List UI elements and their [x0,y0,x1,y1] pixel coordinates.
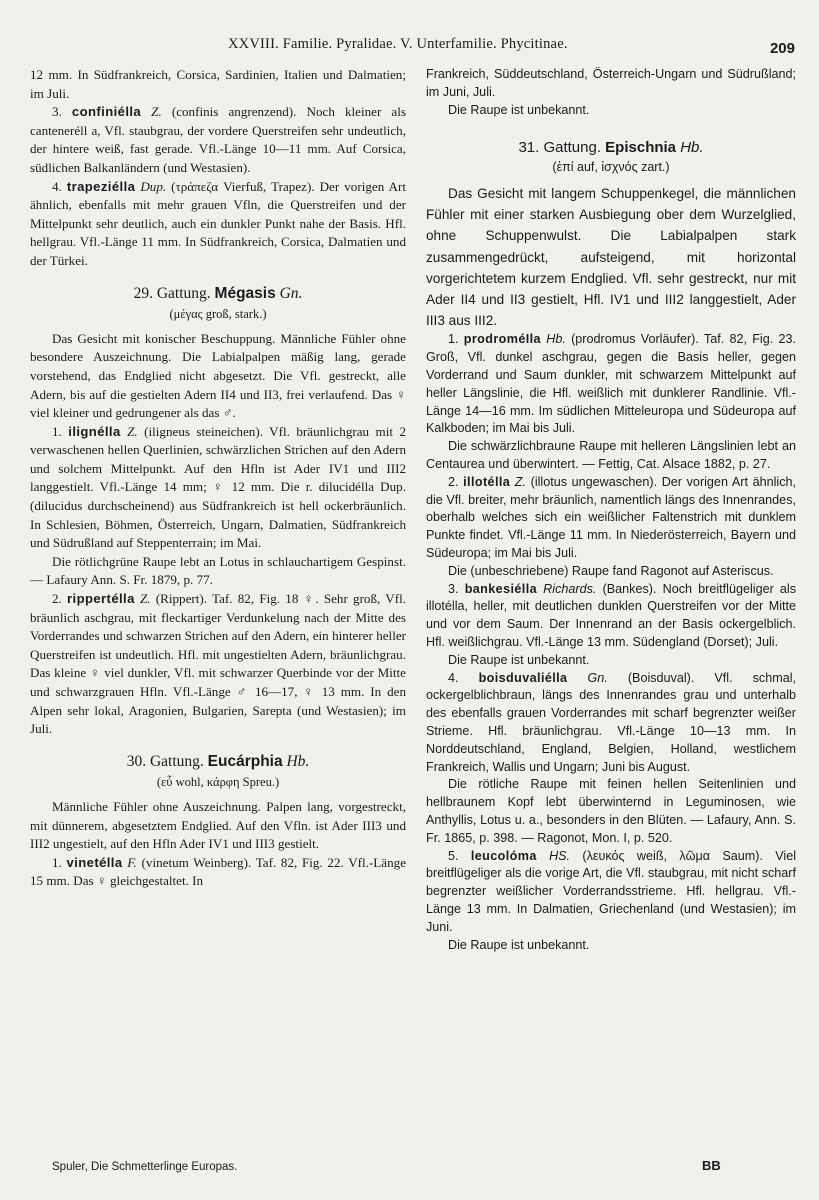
species-entry [426,581,796,652]
running-head [0,36,819,64]
species-name: prodroméIla [463,332,541,347]
species-author: Dup. [140,178,167,194]
genus-etymology: (ἐπί auf, ἰσχνός zart.) [552,160,670,175]
species-text: (Rippert). Taf. 82, Fig. 18 ♀. Sehr groß, Vfl. bräunlich aschgrau, mit fleckartiger Verdunkelung nach der Mitte des Vorderrandes und schwarzen Strichen auf den Adern, ein hinterer heller Querstreifen ist undeutlich. Hfl. mit ungestielten Adern, bräunlichgrau. Das kleine ♀ viel dunkler, Vfl. mit schwarzer Querbinde vor der Mitte und schwarzgrauen Hfln. Vfl.-Länge ♂ 16—17, ♀ 13 mm. In den Alpen sehr lokal, Aragonien, Bulgarien, Sarepta (und Westasien); im Juli. [30,591,407,737]
species-author: Gn. [587,670,608,685]
species-name: leucolóma [470,848,537,863]
species-entry [426,474,796,563]
species-number: 3. [52,104,62,120]
species-author: Richards. [543,581,597,596]
species-number: 1. [52,854,62,870]
species-name: boisduvaliélla [478,670,568,685]
genus-etymology: (μέγας groß, stark.) [169,307,267,322]
genus-description: Das Gesicht mit konischer Beschuppung. Männliche Fühler ohne besondere Auszeichnung. Die Labialpalpen mäßig lang, gerade vorstehend, das Endglied nicht abgesetzt. Die Vfl. gestreckt, alle Adern, bis auf die gestielten Adern II4 und II3, frei verlaufend. Das ♀ viel kleiner und gedrungener als das ♂. [30,330,406,421]
larva-note: Die rötlichgrüne Raupe lebt an Lotus in schlauchartigem Gespinst. — Lafaury Ann. S. Fr. 1879, p. 77. [30,553,406,588]
species-author: Z. [127,423,138,439]
species-number: 2. [52,591,62,607]
species-entry [426,670,796,777]
genus-description: Das Gesicht mit langem Schuppenkegel, die männlichen Fühler mit einer starken Ausbiegung ober dem Wurzelglied, ohne Schuppenwulst. Die Labialpalpen stark zusammengedrückt, aufsteigend, mit horizontal vorgerichtetem kurzem Endglied. Vfl. sehr gestreckt, nur mit Ader II4 und II3 gestielt, Hfl. IV1 und III2 langgestielt, Ader III3 aus III2. [426,185,796,329]
larva-note: Die Raupe ist unbekannt. [448,102,590,117]
genus-heading [30,753,406,772]
species-entry [426,848,796,937]
genus-label: 29. Gattung. [133,284,211,302]
left-column [30,66,406,891]
genus-author: Gn. [279,284,303,302]
species-text: (λευκός weiß, λῶμα Saum). Viel breitflügeliger als die vorige Art, die Vfl. staubgrau, mit nicht scharf begrenzter weißlicher Vorderrandsstrieme. Hfl. hellgrau. Vfl.-Länge 13 mm. In Dalmatien, Griechenland (und Westasien); im Juni. [426,848,797,934]
species-entry [30,854,406,891]
species-name: confiniélla [71,104,142,120]
species-text: (Bankes). Noch breitflügeliger als illotélla, heller, mit deutlichen dunklen Querstreifen vor der Mitte und vor dem Saum. Der Innenrand an der Basis ockergelblich. Hfl. weißlichgrau. Vfl.-Länge 13 mm. Südengland (Dorset); Juli. [426,581,797,649]
species-text: (vinetum Weinberg). Taf. 82, Fig. 22. Vfl.-Länge 15 mm. Das ♀ gleichgestaltet. In [30,854,407,889]
continuation-paragraph: Frankreich, Süddeutschland, Österreich-Ungarn und Südrußland; im Juni, Juli. [426,67,796,99]
genus-description: Männliche Fühler ohne Auszeichnung. Palpen lang, vorgestreckt, mit dünnerem, abgesetztem Endglied. Auf den Vfln. ist Ader III3 und III2 ungestielt, auf den Hfln Ader IV1 und III3 gestielt. [30,798,406,852]
species-author: Hb. [546,332,566,347]
signature-mark: BB [702,1158,721,1173]
species-number: 1. [448,332,459,347]
species-name: illotélla [463,474,511,489]
species-name: vinetélla [66,854,123,870]
species-entry [30,103,406,177]
genus-label: 30. Gattung. [126,752,204,770]
genus-name: Epischnia [605,139,677,157]
continuation-paragraph: 12 mm. In Südfrankreich, Corsica, Sardinien, Italien und Dalmatien; im Juli. [30,67,406,101]
species-name: trapeziélla [66,178,136,194]
genus-label: 31. Gattung. [518,139,601,157]
species-entry [30,178,406,271]
genus-author: Hb. [286,752,310,770]
species-text: (Boisduval). Vfl. schmal, ockergelblichbraun, längs des Innenrandes grau und unterhalb des ebenfalls grauen Vorderrandes mit scharf begrenzter weißer Strieme. Hfl. bräunlichgrau. Vfl.-Länge 10—13 mm. In Norddeutschland, England, Belgien, Holland, westlichem Frankreich, Wallis und Ungarn; Juni bis August. [426,670,797,774]
species-text: (τράπεζα Vierfuß, Trapez). Der vorigen Art ähnlich, ebenfalls mit mehr grauen Vfln, die Querstreifen und der Mittelpunkt sehr deutlich, auch ein dunkler Punkt nahe der Basis. Hfl. hellgrau. Vfl.-Länge 11 mm. In Südfrankreich, Corsica, Dalmatien und der Türkei. [30,178,406,268]
species-author: Z. [139,591,151,607]
genus-name: Eucárphia [207,752,283,770]
species-author: F. [127,854,137,870]
species-name: rippertélla [67,591,135,607]
species-text: (illotus ungewaschen). Der vorigen Art ähnlich, die Vfl. breiter, mehr bräunlich, namentlich längs des Innenrandes, oberhalb welches sich ein weißlicher Faltenstrich mit dunklem Punkte findet. Vfl.-Länge 11 mm. In Niederösterreich, Bayern und Südeuropa; im Mai bis Juli. [426,474,797,560]
species-text: (iligneus steineichen). Vfl. bräunlichgrau mit 2 verwaschenen hellen Querlinien, schwärzlichen Strichen auf den Adern und solchem Mittelpunkt. Auf den Hfln ist Ader IV1 und III2 langgestielt. Vfl.-Länge 14 mm; ♀ 12 mm. Die r. dilucidélla Dup. (dilucidus durchscheinend) aus Südfrankreich ist hell ockerbräunlich. In Schlesien, Böhmen, Österreich, Ungarn, Dalmatien, Südfrankreich und Südrußland auf Steppenterrain; im Mai. [30,423,407,551]
species-number: 4. [52,178,62,194]
larva-note: Die (unbeschriebene) Raupe fand Ragonot auf Asteriscus. [448,563,774,578]
species-number: 1. [52,423,62,439]
species-text: (prodromus Vorläufer). Taf. 82, Fig. 23. Groß, Vfl. dunkel aschgrau, gegen die Basis heller, gegen Vorderrand und Saum dunkler, mit schwarzem Mittelpunkt auf heller Längslinie, die Hfl. weißlich mit dunklerer Randlinie. Vfl.-Länge 14—16 mm. Im südlichen Mitteleuropa und Südeuropa auf Kalkboden; im Mai bis Juli. [426,332,796,436]
larva-note: Die rötliche Raupe mit feinen hellen Seitenlinien und hellbraunem Kopf lebt überwinternd in Leguminosen, wie Anthyllis, Lotus u. a., besonders in den Blüten. — Lafaury, Ann. S. Fr. 1865, p. 398. — Ragonot, Mon. I, p. 520. [426,777,796,845]
species-entry [30,590,406,739]
species-entry [30,423,406,553]
species-number: 3. [448,581,459,596]
larva-note: Die Raupe ist unbekannt. [448,937,590,952]
genus-heading [426,139,796,157]
genus-etymology: (εὖ wohl, κάρφη Spreu.) [156,775,280,790]
species-entry [426,331,796,438]
species-number: 4. [448,670,459,685]
running-title: XXVIII. Familie. Pyralidae. V. Unterfamilie. Phycitinae. [228,36,568,52]
book-footer: Spuler, Die Schmetterlinge Europas. [52,1161,238,1173]
species-author: Z. [151,104,162,120]
page-number: 209 [769,40,795,57]
genus-heading [30,285,406,304]
species-author: HS. [549,848,571,863]
genus-author: Hb. [680,139,704,157]
larva-note: Die Raupe ist unbekannt. [448,652,590,667]
species-name: bankesiélla [464,581,537,596]
genus-name: Mégasis [214,284,276,302]
species-author: Z. [514,474,526,489]
larva-note: Die schwärzlichbraune Raupe mit helleren Längslinien lebt an Centaurea und überwintert. — Fettig, Cat. Alsace 1882, p. 27. [426,439,796,471]
species-number: 2. [448,474,459,489]
species-number: 5. [448,848,459,863]
species-text: (confinis angrenzend). Noch kleiner als canteneréll a, Vfl. staubgrau, der vordere Querstreifen sehr undeutlich, der hintere weiß, fast gerade. Vfl.-Länge 10—11 mm. Auf Corsica, südlichen Balkanländern (und Westasien). [30,104,406,175]
species-name: ilignélla [68,423,121,439]
right-column [426,66,796,954]
